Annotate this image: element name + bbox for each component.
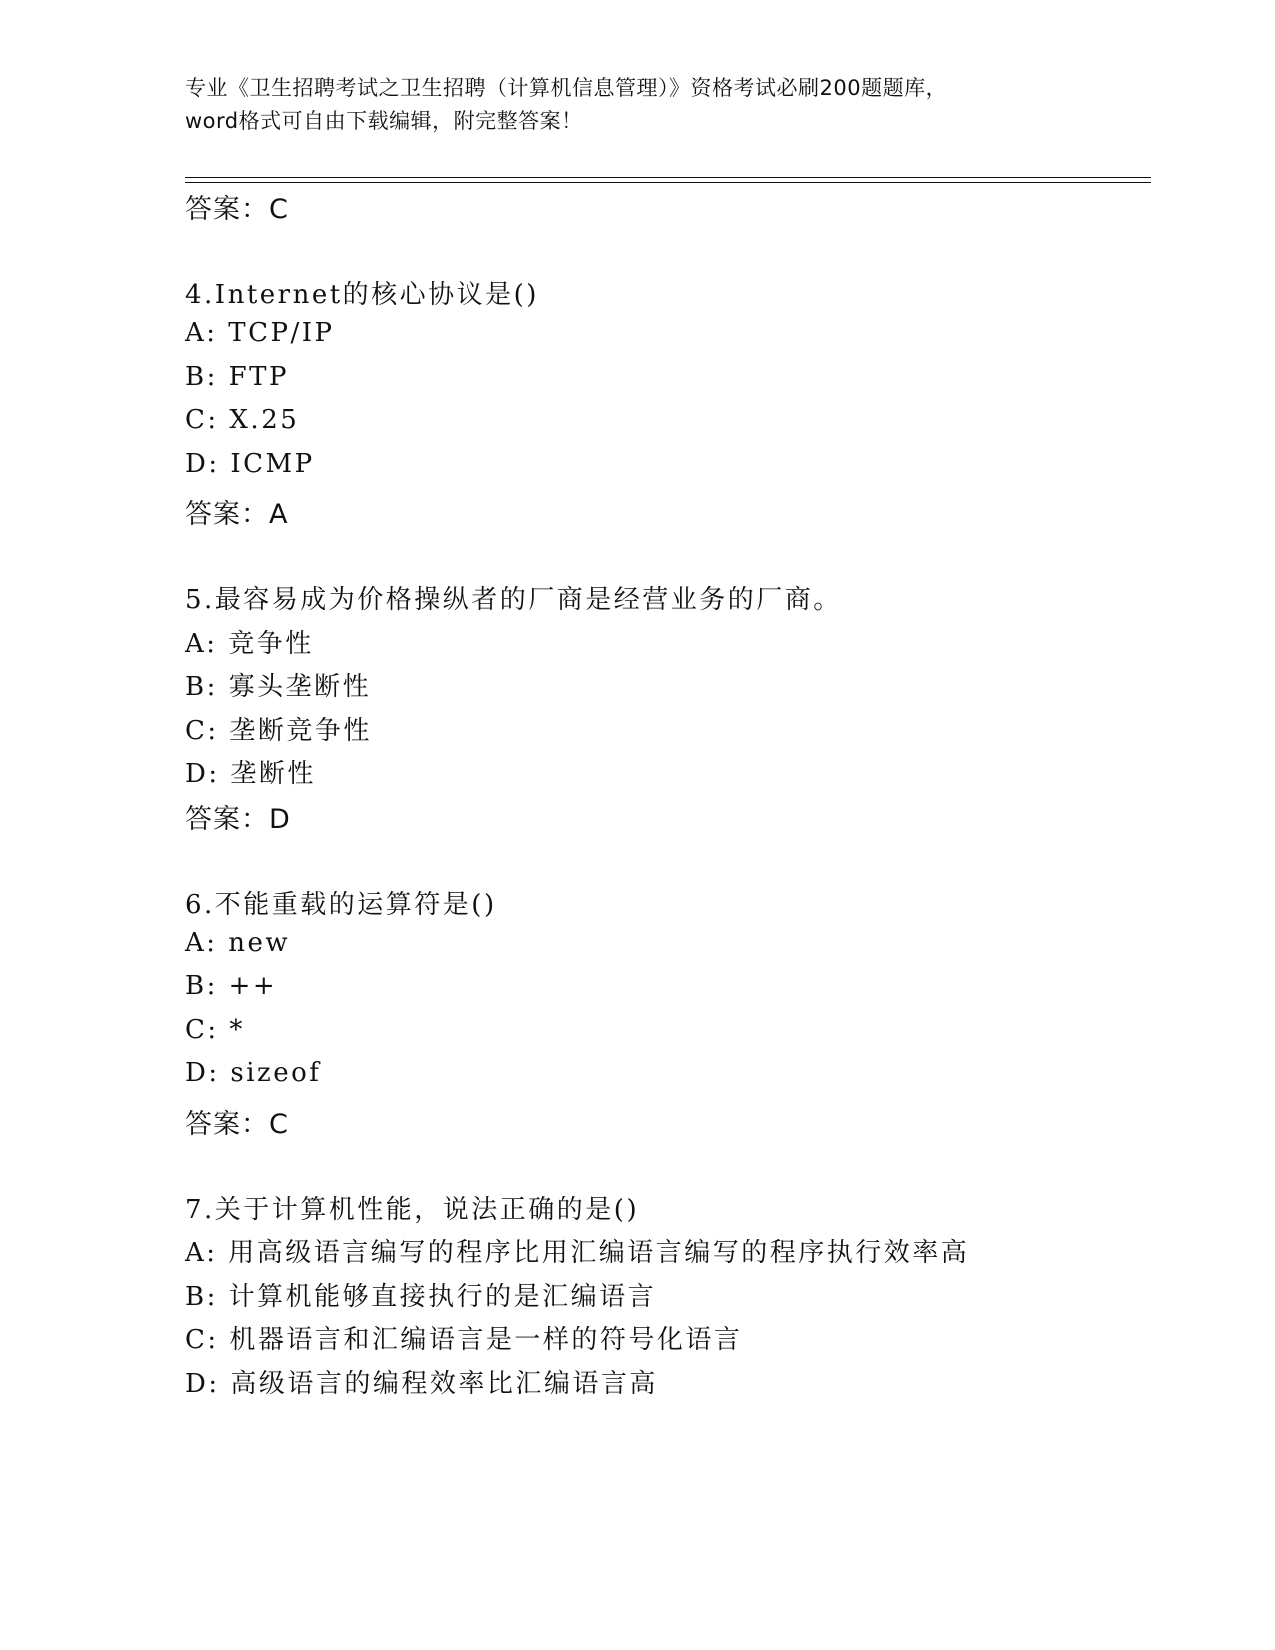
option-a: A: 用高级语言编写的程序比用汇编语言编写的程序执行效率高 bbox=[185, 1238, 970, 1268]
option-c: C: 机器语言和汇编语言是一样的符号化语言 bbox=[185, 1325, 743, 1355]
option-b: B: FTP bbox=[185, 362, 290, 392]
option-b: B: ++ bbox=[185, 971, 278, 1001]
option-a: A: TCP/IP bbox=[185, 318, 335, 348]
option-b: B: 寡头垄断性 bbox=[185, 672, 372, 702]
question-stem: 5.最容易成为价格操纵者的厂商是经营业务的厂商。 bbox=[185, 585, 842, 615]
question-stem: 4.Internet的核心协议是() bbox=[185, 280, 539, 310]
option-d: D: 高级语言的编程效率比汇编语言高 bbox=[185, 1369, 658, 1399]
option-c: C: 垄断竞争性 bbox=[185, 716, 372, 746]
answer-label: 答案：D bbox=[185, 804, 291, 835]
option-c: C: X.25 bbox=[185, 405, 300, 435]
option-d: D: ICMP bbox=[185, 449, 315, 479]
header-line-1: 专业《卫生招聘考试之卫生招聘（计算机信息管理）》资格考试必刷200题题库， bbox=[185, 76, 948, 100]
option-d: D: 垄断性 bbox=[185, 759, 316, 789]
option-d: D: sizeof bbox=[185, 1058, 322, 1088]
option-a: A: new bbox=[185, 928, 291, 958]
header-rule-top bbox=[185, 177, 1151, 178]
option-c: C: * bbox=[185, 1015, 245, 1045]
question-stem: 6.不能重载的运算符是() bbox=[185, 890, 497, 920]
answer-label: 答案：A bbox=[185, 499, 289, 530]
option-a: A: 竞争性 bbox=[185, 629, 314, 659]
option-b: B: 计算机能够直接执行的是汇编语言 bbox=[185, 1282, 657, 1312]
header-line-2: word格式可自由下载编辑，附完整答案！ bbox=[185, 109, 583, 133]
answer-label: 答案：C bbox=[185, 194, 289, 225]
answer-label: 答案：C bbox=[185, 1109, 289, 1140]
header-rule-bottom bbox=[185, 182, 1151, 183]
question-stem: 7.关于计算机性能，说法正确的是() bbox=[185, 1195, 640, 1225]
document-header bbox=[185, 72, 1085, 138]
